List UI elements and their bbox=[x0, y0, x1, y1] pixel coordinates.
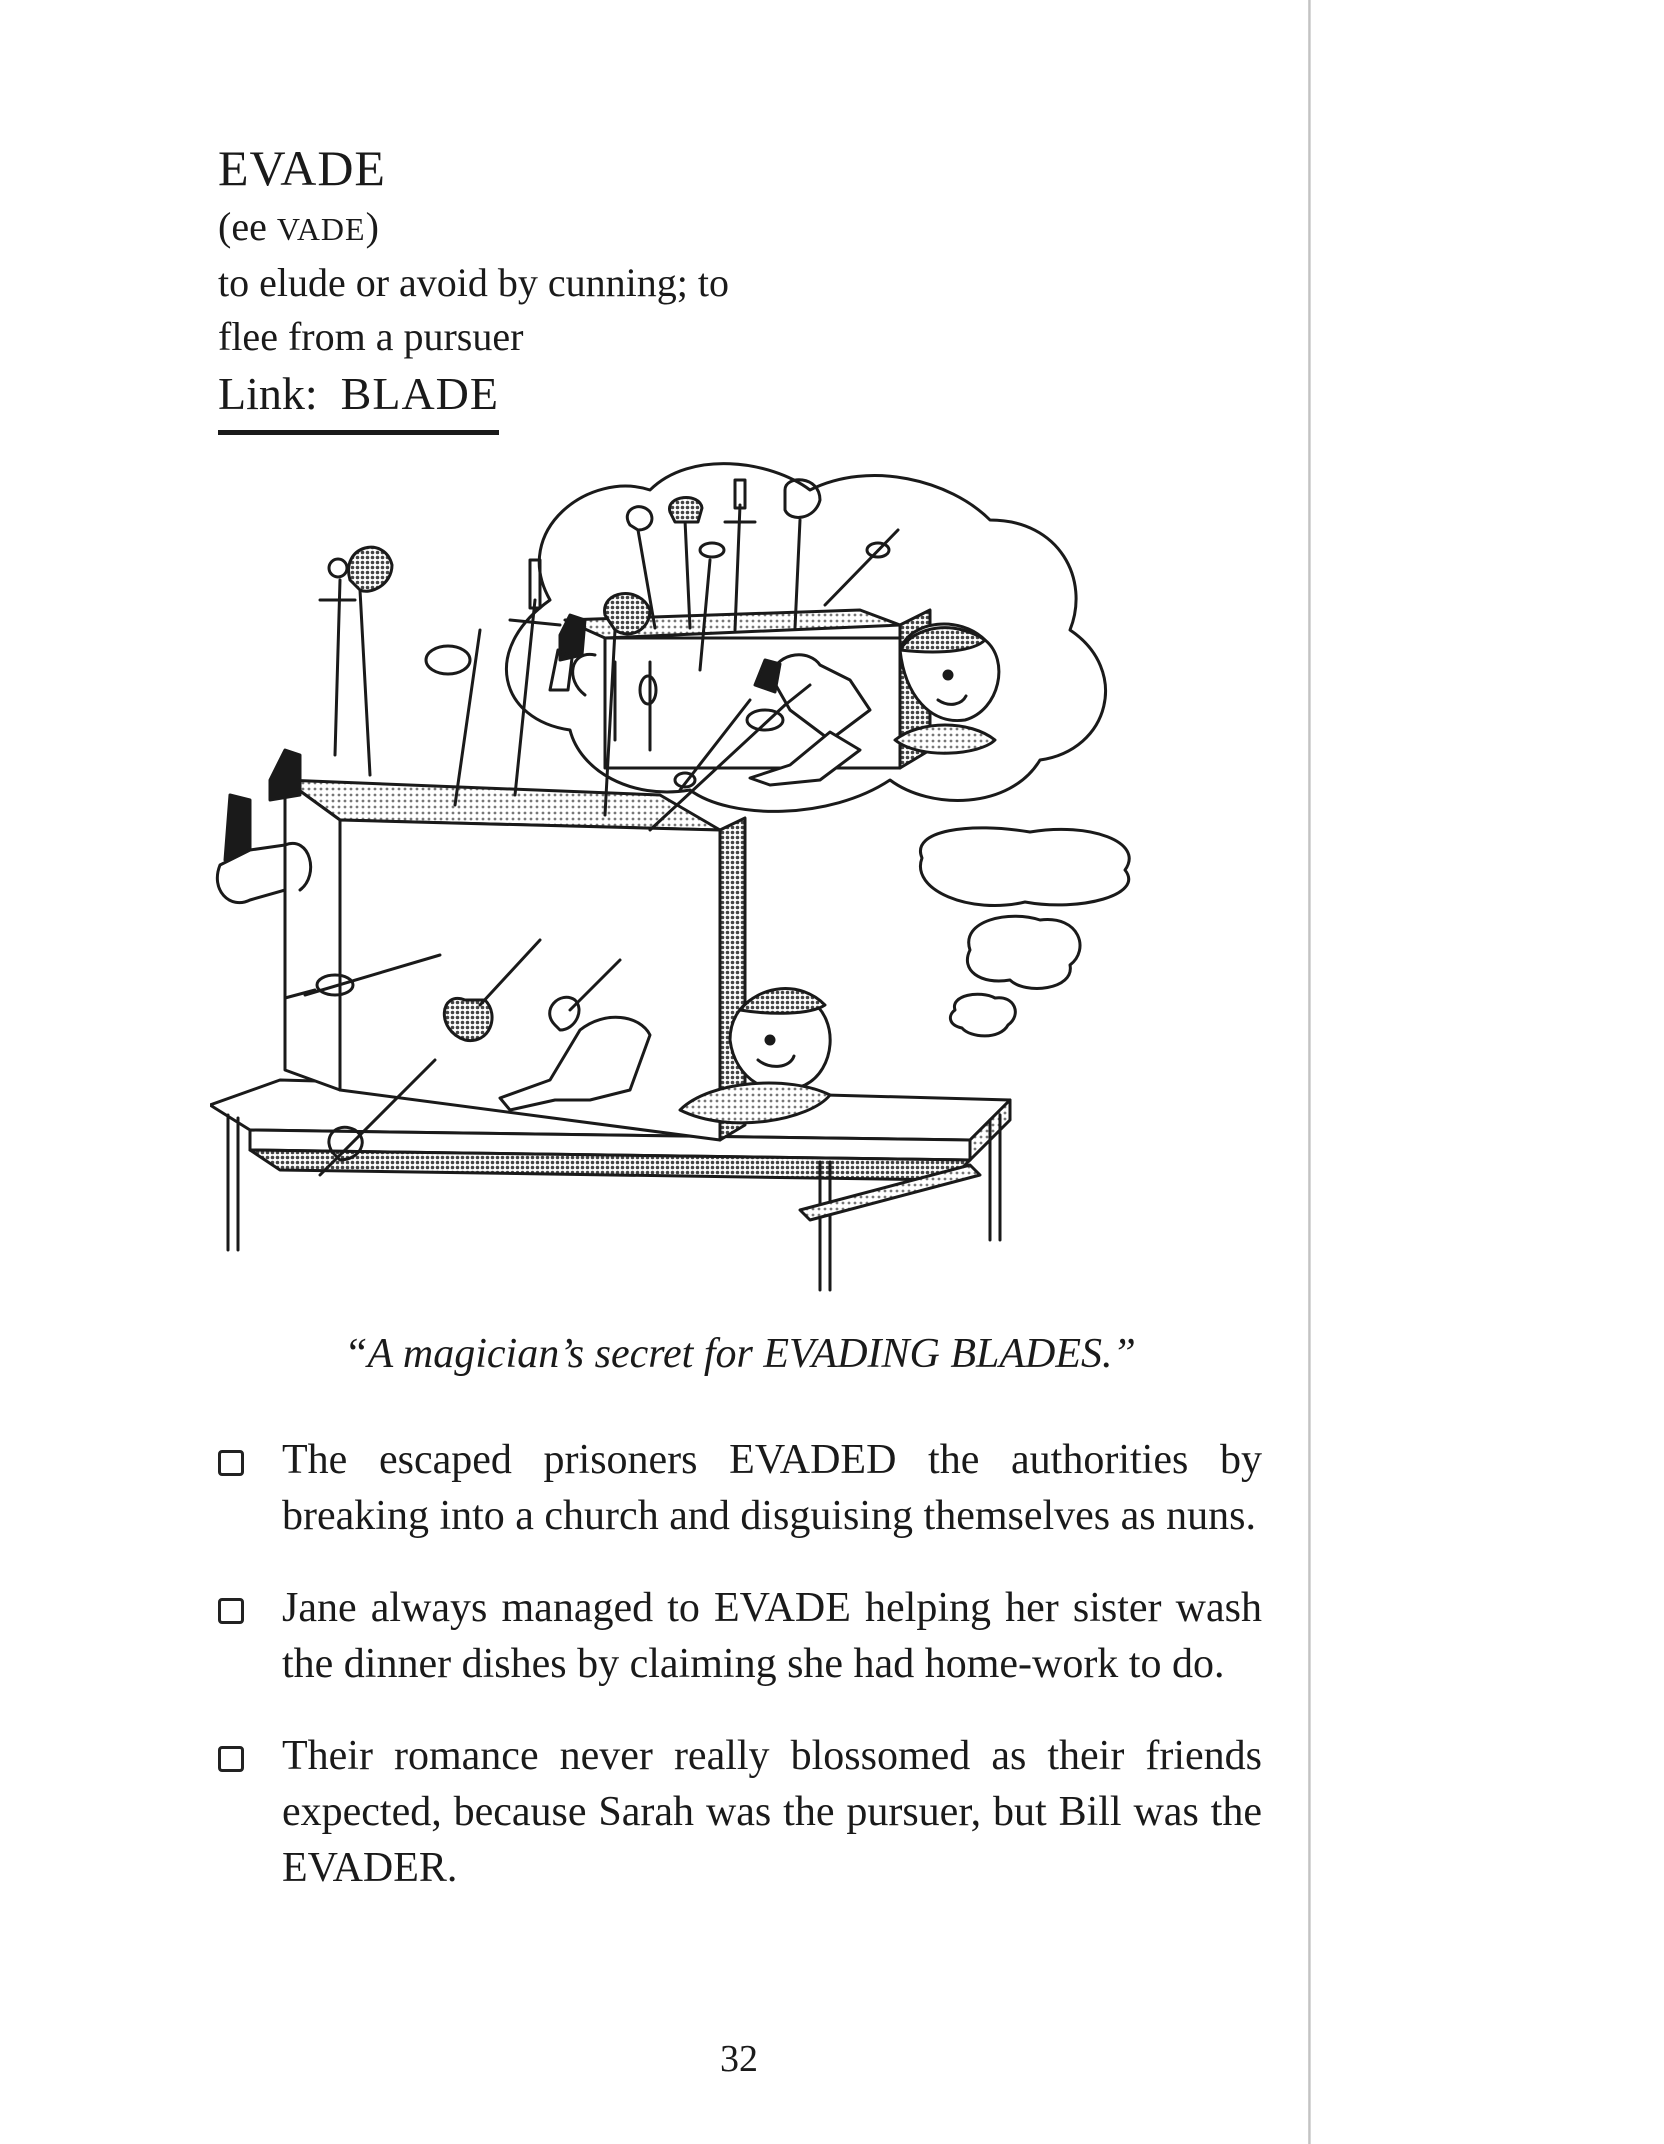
definition-line-2: flee from a pursuer bbox=[218, 314, 524, 359]
link-word: BLADE bbox=[340, 368, 499, 419]
checkbox-icon[interactable] bbox=[218, 1598, 244, 1624]
thought-bubble-medium bbox=[967, 916, 1080, 988]
example-text: The escaped prisoners EVADED the authorities by breaking into a church and disguising themselves as nuns. bbox=[282, 1437, 1262, 1539]
magician-sword-box-illustration bbox=[210, 450, 1270, 1310]
example-item bbox=[218, 1432, 1262, 1544]
thought-bubble-small bbox=[950, 994, 1015, 1036]
example-item bbox=[218, 1728, 1262, 1896]
pronunciation-prefix: (ee bbox=[218, 204, 277, 249]
example-text: Jane always managed to EVADE helping her sister wash the dinner dishes by claiming she had home-work to do. bbox=[282, 1585, 1262, 1687]
pronunciation-stress: VADE bbox=[276, 211, 366, 247]
checkbox-icon[interactable] bbox=[218, 1746, 244, 1772]
definition-line-1: to elude or avoid by cunning; to bbox=[218, 260, 730, 305]
thought-bubble-large bbox=[920, 828, 1129, 906]
entry-header bbox=[218, 138, 978, 435]
page-number: 32 bbox=[720, 2038, 758, 2080]
link-line bbox=[218, 366, 499, 435]
pronunciation-suffix: ) bbox=[365, 204, 379, 249]
example-item bbox=[218, 1580, 1262, 1692]
example-text: Their romance never really blossomed as their friends expected, because Sarah was the pursuer, but Bill was the EVADER. bbox=[282, 1733, 1262, 1891]
checkbox-icon[interactable] bbox=[218, 1450, 244, 1476]
pronunciation bbox=[218, 200, 978, 256]
page-edge-shadow bbox=[1308, 0, 1311, 2144]
headword: EVADE bbox=[218, 140, 386, 196]
example-list bbox=[218, 1432, 1262, 1932]
illustration-caption: “A magician’s secret for EVADING BLADES.” bbox=[344, 1331, 1136, 1377]
link-label: Link: bbox=[218, 368, 318, 419]
